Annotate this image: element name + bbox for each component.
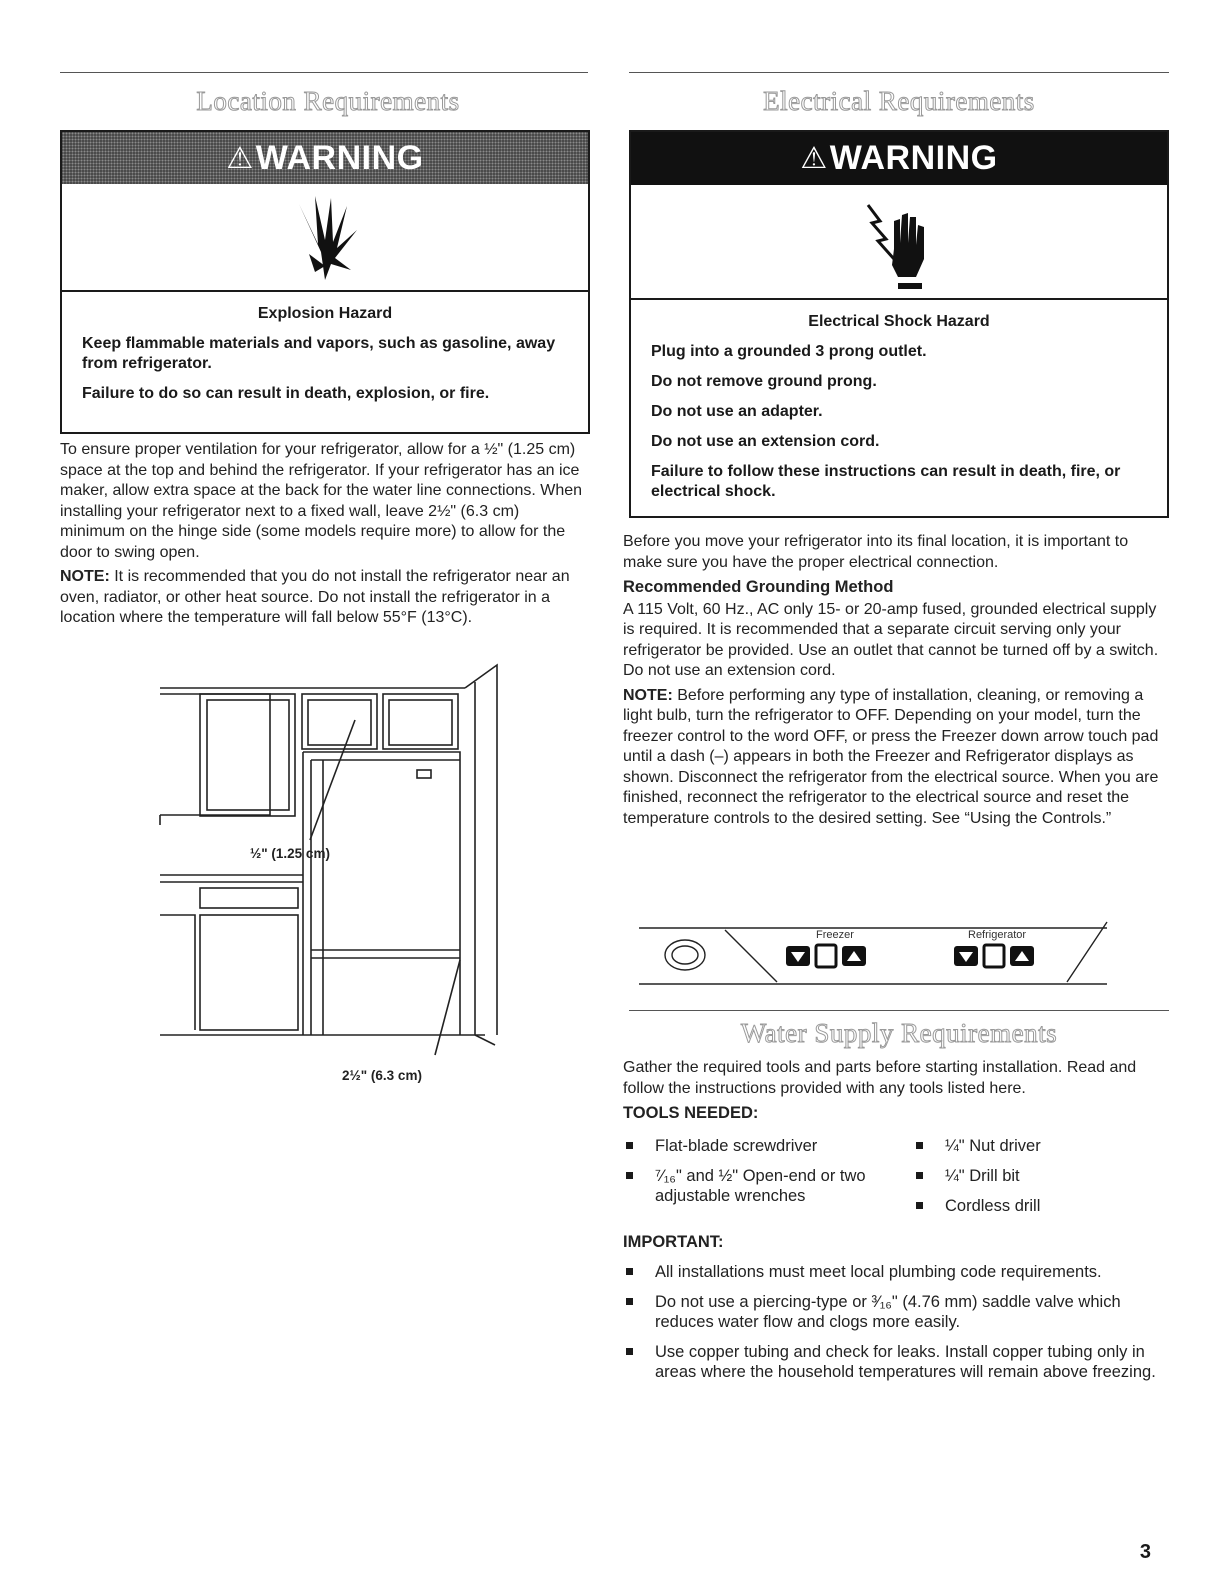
note-label: NOTE:: [60, 568, 110, 585]
top-clearance-label: ½" (1.25 cm): [250, 846, 330, 861]
important-item: Do not use a piercing-type or ³⁄₁₆" (4.76 mm) saddle valve which reduces water flow and clogs more easily.: [623, 1292, 1163, 1332]
section-rule: [629, 72, 1169, 73]
warning-header: [631, 132, 1167, 185]
important-item: Use copper tubing and check for leaks. Install copper tubing only in areas where the household temperatures will remain above freezing.: [623, 1342, 1163, 1382]
warning-line: Keep flammable materials and vapors, such as gasoline, away from refrigerator.: [82, 335, 556, 372]
electrical-paragraph: Before you move your refrigerator into its final location, it is important to make sure you have the proper electrical connection.: [623, 533, 1129, 571]
refrigerator-label: Refrigerator: [968, 929, 1027, 941]
warning-line: Failure to do so can result in death, explosion, or fire.: [82, 385, 490, 402]
right-column: [623, 0, 1169, 1585]
explosion-warning-box: [60, 130, 590, 434]
warning-header: [62, 132, 588, 184]
section-rule: [629, 1010, 1169, 1011]
side-clearance-label: 2½" (6.3 cm): [342, 1068, 422, 1083]
warning-header-text: WARNING: [829, 139, 998, 177]
important-heading: IMPORTANT:: [623, 1232, 724, 1251]
page-number: 3: [1139, 1541, 1151, 1563]
tool-item: ¼" Nut driver: [913, 1136, 1153, 1156]
water-body: [623, 1058, 1163, 1392]
tool-item: Cordless drill: [913, 1196, 1153, 1216]
tool-item: Flat-blade screwdriver: [623, 1136, 913, 1156]
warning-line: Do not remove ground prong.: [651, 373, 877, 390]
location-body: [60, 440, 586, 633]
location-title: Location Requirements: [196, 86, 460, 116]
control-panel-figure: [629, 918, 1149, 998]
warning-header-text: WARNING: [255, 138, 424, 177]
hazard-title: Explosion Hazard: [257, 305, 393, 322]
warning-text: [651, 312, 1147, 512]
grounding-paragraph: A 115 Volt, 60 Hz., AC only 15- or 20-amp fused, grounded electrical supply is required. It is recommended that a separate circuit serving only your refrigerator be provided. Use an outlet that cannot be turned off by a switch. Do not use an extension cord.: [623, 600, 1159, 679]
grounding-subhead: Recommended Grounding Method: [623, 578, 894, 596]
water-title: Water Supply Requirements: [740, 1018, 1058, 1048]
left-column: [60, 0, 596, 1585]
important-list: [623, 1262, 1163, 1382]
explosion-icon: [285, 192, 365, 282]
note-text: Before performing any type of installation, cleaning, or removing a light bulb, turn the refrigerator to OFF. Depending on your model, turn the freezer control to the word OFF, or press the Freezer down arrow touch pad until a dash (–) appears in both the Freezer and Refrigerator displays as shown. Disconnect the refrigerator from the electrical source. When you are finished, reconnect the refrigerator to the electrical source and reset the temperature controls to the desired setting. See “Using the Controls.”: [623, 686, 1159, 827]
warning-line: Plug into a grounded 3 prong outlet.: [651, 343, 927, 360]
shock-warning-box: [629, 130, 1169, 518]
important-item: All installations must meet local plumbing code requirements.: [623, 1262, 1163, 1282]
tool-item: ⁷⁄₁₆" and ½" Open-end or two adjustable wrenches: [623, 1166, 913, 1206]
water-intro: Gather the required tools and parts before starting installation. Read and follow the instructions provided with any tools listed here.: [623, 1059, 1137, 1097]
hazard-title: Electrical Shock Hazard: [808, 313, 990, 330]
note-label: NOTE:: [623, 686, 673, 704]
warning-line: Failure to follow these instructions can result in death, fire, or electrical shock.: [651, 463, 1121, 500]
warning-icon-area: [631, 185, 1167, 300]
tools-left-list: [623, 1136, 913, 1226]
location-paragraph: To ensure proper ventilation for your refrigerator, allow for a ½" (1.25 cm) space at the top and behind the refrigerator. If your refrigerator has an ice maker, allow extra space at the back for the water line connections. When installing your refrigerator next to a fixed wall, leave 2½" (6.3 cm) minimum on the hinge side (some models require more) to allow for the door to swing open.: [60, 441, 583, 561]
warning-triangle-icon: ⚠: [800, 142, 828, 175]
electrical-body: [623, 532, 1163, 833]
tools-heading: TOOLS NEEDED:: [623, 1104, 759, 1122]
warning-line: Do not use an adapter.: [651, 403, 823, 420]
electrical-note: [623, 686, 1163, 830]
note-text: It is recommended that you do not install the refrigerator near an oven, radiator, or other heat source. Do not install the refrigerator in a location where the temperature will fall below 55°F (13°C).: [60, 568, 570, 626]
electric-shock-hand-icon: [864, 199, 934, 289]
location-note: [60, 567, 586, 629]
warning-icon-area: [62, 184, 588, 292]
section-rule: [60, 72, 588, 73]
warning-line: Do not use an extension cord.: [651, 433, 880, 450]
warning-triangle-icon: ⚠: [226, 141, 254, 175]
freezer-label: Freezer: [816, 929, 854, 941]
tools-right-list: [913, 1136, 1153, 1226]
electrical-title: Electrical Requirements: [763, 86, 1035, 116]
tool-item: ¼" Drill bit: [913, 1166, 1153, 1186]
warning-text: [82, 304, 568, 414]
tools-list: [623, 1136, 1163, 1226]
clearance-figure: [155, 660, 555, 1080]
